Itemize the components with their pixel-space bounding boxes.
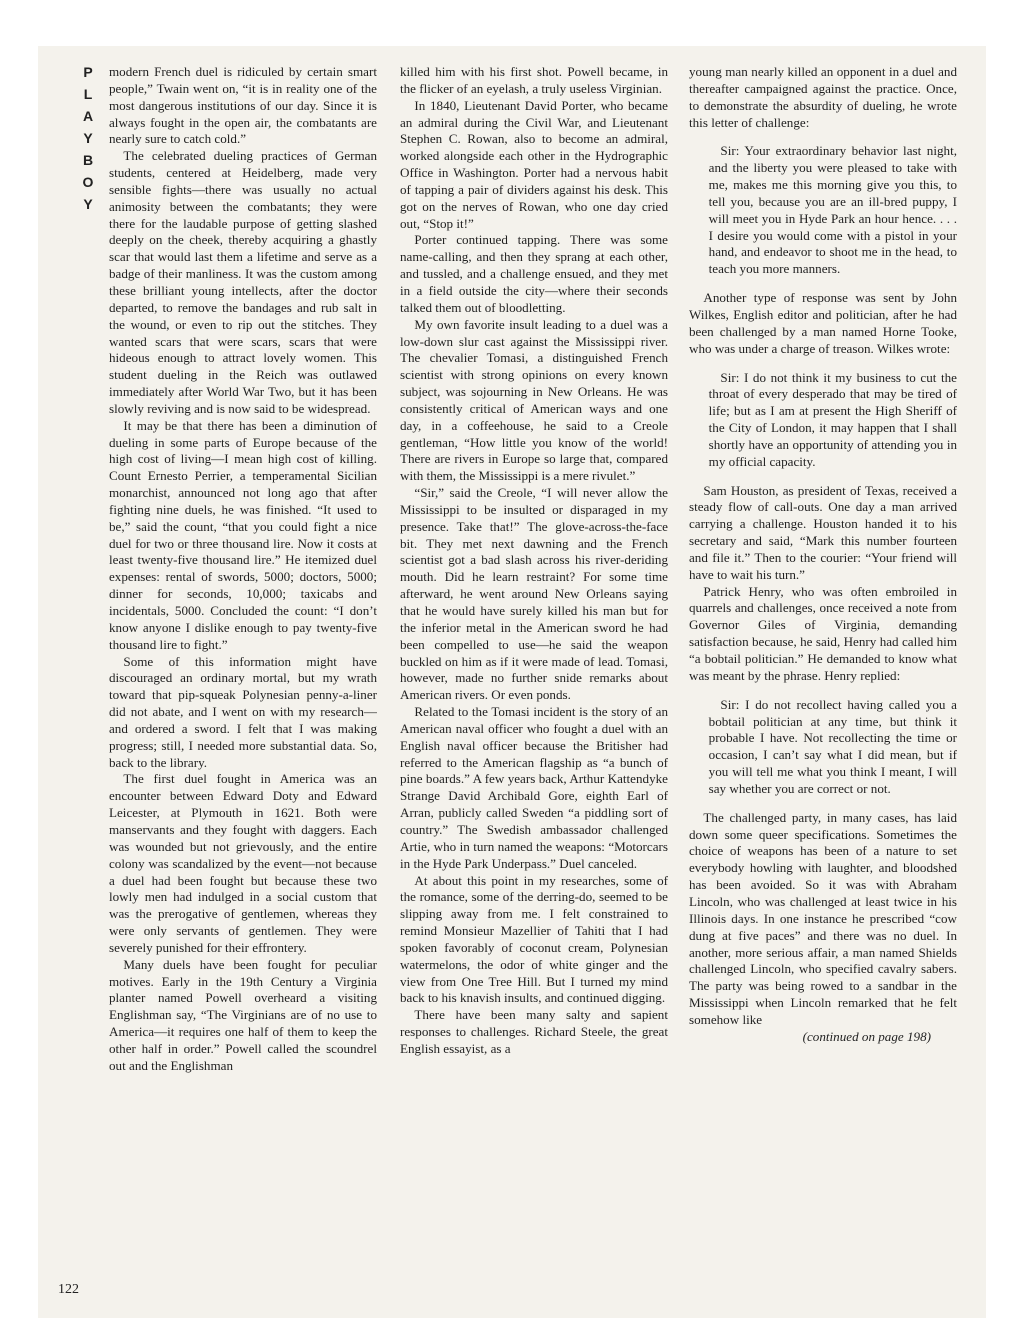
paragraph: Patrick Henry, who was often embroiled in quarrels and challenges, once received a note from Governor Giles of Virginia, demanding satisfaction because, he said, Henry had called him “a bobtail politician.” He demanded to know what was meant by the phrase. Henry replied:	[689, 583, 957, 683]
paragraph: My own favorite insult leading to a duel was a low-down slur cast against the Mississippi river. The chevalier Tomasi, a distinguished French scientist with strong opinions on every known subject, was sojourning in New Orleans. He was consistently critical of American ways and one day, in a coffeehouse, he said to a Creole gentleman, “How little you know of the world! There are rivers in Europe so large that, compared with them, the Mississippi is a mere rivulet.”	[400, 316, 668, 484]
paragraph: modern French duel is ridiculed by certain smart people,” Twain went on, “it is in reality one of the most dangerous institutions of our day. Since it is always fought in the open air, the combatants are nearly sure to catch cold.”	[109, 64, 377, 147]
quoted-letter-steele: Sir: Your extraordinary behavior last night, and the liberty you were pleased to take with me, makes me this morning give you this, to tell you, because you are an ill-bred puppy, I will meet you in Hyde Park an hour hence. . . . I desire you would come with a pistol in your hand, and endeavor to shoot me in the head, to teach you more manners.	[708, 143, 957, 277]
paragraph: The celebrated dueling practices of German students, centered at Heidelberg, made very sensible fights—there was usually no actual animosity between the combatants; they were there for the laudable purpose of getting slashed deeply on the cheek, thereby acquiring a ghastly scar that would last them a lifetime and serve as a badge of their manliness. It was the custom among these brilliant young intellects, after the doctor departed, to remove the bandages and rub salt in the wound, or even to rip out the stitches. They wanted scars that were scars, scars that were hideous enough to attract lovely women. This student dueling in the Reich was outlawed immediately after World War Two, but it has been slowly reviving and is now said to be widespread.	[109, 148, 377, 416]
paragraph: young man nearly killed an opponent in a duel and thereafter campaigned against the practice. Once, to demonstrate the absurdity of dueling, he wrote this letter of challenge:	[689, 64, 957, 130]
article-column-2	[400, 64, 668, 1274]
paragraph: Related to the Tomasi incident is the story of an American naval officer who fought a duel with an English naval officer because the Britisher had referred to the American flagship as “a bunch of pine boards.” A few years back, Arthur Kattendyke Strange David Archibald Gore, eighth Earl of Arran, publicly called Sweden “a piddling sort of country.” The Swedish ambassador challenged Artie, who in turn named the weapons: “Motorcars in the Hyde Park Underpass.” Duel canceled.	[400, 704, 668, 871]
paragraph: Some of this information might have discouraged an ordinary mortal, but my wrath toward that pip-squeak Polynesian penny-a-liner did not abate, and I went on with my research—and ordered a sword. I felt that I was making progress; still, I needed more substantial data. So, back to the library.	[109, 653, 377, 770]
article-column-3	[689, 64, 957, 1274]
paragraph: Porter continued tapping. There was some name-calling, and then they sprang at each other, and tussled, and a challenge ensued, and they met in a field outside the city—where their seconds talked them out of bloodletting.	[400, 232, 668, 315]
article-column-1	[109, 64, 377, 1274]
paragraph: Sam Houston, as president of Texas, received a steady flow of call-outs. One day a man arrived carrying a challenge. Houston handed it to his secretary and said, “Mark this number fourteen and file it.” Then to the courier: “Your friend will have to wait his turn.”	[689, 482, 957, 582]
paragraph: It may be that there has been a diminution of dueling in some parts of Europe because of the high cost of living—I mean high cost of killing. Count Ernesto Perrier, a temperamental Sicilian monarchist, announced not long ago that after fighting nine duels, he was finished. “It used to be,” said the count, “that you could fight a nice duel for two or three thousand lire. Now it costs at least twenty-five thousand lire.” He itemized duel expenses: rental of swords, 5000; doctors, 5000; dinner for seconds, 10,000; taxicabs and incidentals, 5000. Concluded the count: “I don’t know anyone I dislike enough to pay twenty-five thousand lire to fight.”	[109, 417, 377, 652]
paragraph: The challenged party, in many cases, has laid down some queer specifications. Sometimes the choice of weapons has been of a nature to set everybody howling with laughter, and bloodshed has been avoided. So it was with Abraham Lincoln, who was challenged at least twice in his Illinois days. In one instance he prescribed “cow dung at five paces” and there was no duel. In another, more serious affair, a man named Shields challenged Lincoln, who specified cavalry sabers. The party was being rowed to a sandbar in the Mississippi when Lincoln remarked that he felt somehow like	[689, 809, 957, 1027]
paragraph: The first duel fought in America was an encounter between Edward Doty and Edward Leicester, at Plymouth in 1621. Both were manservants and they fought with daggers. Each was wounded but not grievously, and the entire colony was scandalized by the event—not because a duel had been fought but because these two lowly men had indulged in a social custom that was the prerogative of gentlemen, whereas they were only servants of gentlemen. They were severely punished for their effrontery.	[109, 771, 377, 955]
quoted-letter-wilkes: Sir: I do not think it my business to cut the throat of every desperado that may be tired of life; but as I am at present the High Sheriff of the City of London, it may happen that I shall shortly have an opportunity of attending you in my official capacity.	[708, 369, 957, 469]
paragraph: At about this point in my researches, some of the romance, some of the derring-do, seemed to be slipping away from me. I felt constrained to remind Monsieur Mazellier of Tahiti that I had spoken favorably of coconut cream, Polynesian watermelons, the odor of white ginger and the view from One Tree Hill. But I turned my mind back to his knavish insults, and continued digging.	[400, 872, 668, 1006]
magazine-page	[38, 46, 986, 1318]
paragraph: Another type of response was sent by John Wilkes, English editor and politician, after he had been challenged by a man named Horne Tooke, who was under a charge of treason. Wilkes wrote:	[689, 290, 957, 356]
paragraph: “Sir,” said the Creole, “I will never allow the Mississippi to be insulted or disparaged in my presence. Take that!” The glove-across-the-face bit. They met next dawning and the French scientist got a bad slash across his river-deriding mouth. Did he learn restraint? For some time afterward, he went around New Orleans saying that he would have surely killed his man but for the inferior metal in the American sword he had been compelled to use—he said the weapon buckled on him as if it were made of lead. Tomasi, however, made no further snide remarks about American rivers. Or even ponds.	[400, 485, 668, 703]
continued-note: (continued on page 198)	[802, 1028, 931, 1044]
paragraph: In 1840, Lieutenant David Porter, who became an admiral during the Civil War, and Lieutenant Stephen C. Rowan, also to become an admiral, worked alongside each other in the Hydrographic Office in Washington. Porter had a nervous habit of tapping a pair of dividers against his desk. This got on the nerves of Rowan, who one day cried out, “Stop it!”	[400, 97, 668, 231]
paragraph: killed him with his first shot. Powell became, in the flicker of an eyelash, a truly useless Virginian.	[400, 64, 668, 96]
page-number: 122	[58, 1282, 79, 1297]
paragraph: Many duels have been fought for peculiar motives. Early in the 19th Century a Virginia planter named Powell overheard a visiting Englishman say, “The Virginians are of no use to America—it requires one half of them to keep the other half in order.” Powell called the scoundrel out and the Englishman	[109, 956, 377, 1073]
paragraph: There have been many salty and sapient responses to challenges. Richard Steele, the great English essayist, as a	[400, 1007, 668, 1056]
quoted-letter-henry: Sir: I do not recollect having called you a bobtail politician at any time, but think it probable I have. Not recollecting the time or occasion, I can’t say what I did mean, but if you will tell me what you think I meant, I will say whether you are correct or not.	[708, 696, 957, 796]
masthead-playboy: PLAYBOY	[80, 64, 96, 218]
